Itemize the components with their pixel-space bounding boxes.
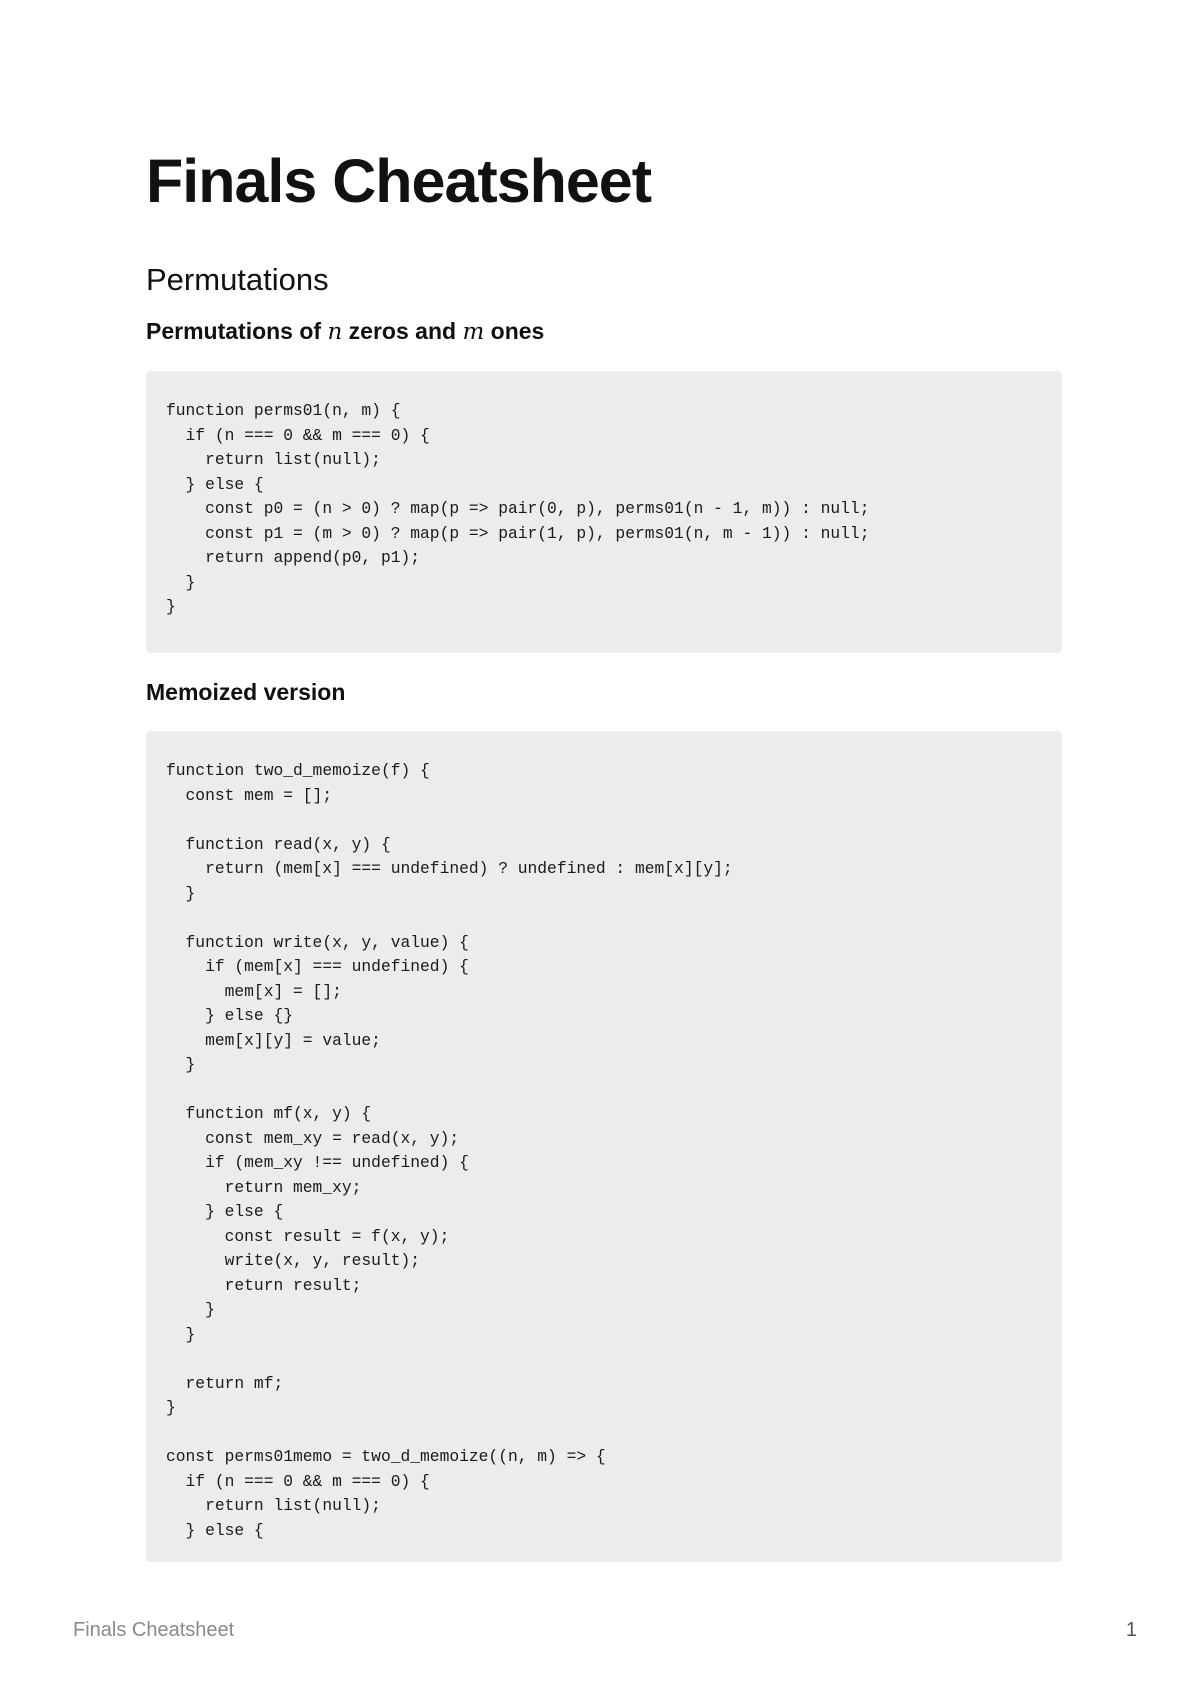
math-variable-n: n [327,319,343,345]
heading-text-part: Permutations of [146,318,328,344]
code-block-memoized [146,731,1062,1562]
subsection-heading-permutations-of-n-zeros-m-ones [146,316,544,347]
math-variable-m: m [462,319,485,345]
footer-page-number: 1 [1125,1619,1137,1641]
page-title: Finals Cheatsheet [146,147,652,215]
footer-document-title: Finals Cheatsheet [73,1619,235,1641]
code-text: function two_d_memoize(f) { const mem = []; function read(x, y) { return (mem[x] === undefined) ? undefined : mem[x][y]; } function write(x, y, value) { if (mem[x] === undefined) { mem[x] = []; } else {} mem[x][y] = value; } function mf(x, y) { const mem_xy = read(x, y); if (mem_xy !== undefined) { return mem_xy; } else { const result = f(x, y); write(x, y, result); return result; } } return mf; } const perms01memo = two_d_memoize((n, m) => { if (n === 0 && m === 0) { return list(null); } else { [166,761,733,1540]
code-block-perms01 [146,371,1062,653]
heading-text-part: zeros and [342,318,463,344]
section-heading-permutations: Permutations [146,262,329,297]
code-text: function perms01(n, m) { if (n === 0 && m === 0) { return list(null); } else { const p0 = (n > 0) ? map(p => pair(0, p), perms01(n - 1, m)) : null; const p1 = (m > 0) ? map(p => pair(1, p), perms01(n, m - 1)) : null; return append(p0, p1); } } [166,401,870,616]
subsection-heading-memoized-version: Memoized version [146,679,346,705]
heading-text-part: ones [484,318,545,344]
